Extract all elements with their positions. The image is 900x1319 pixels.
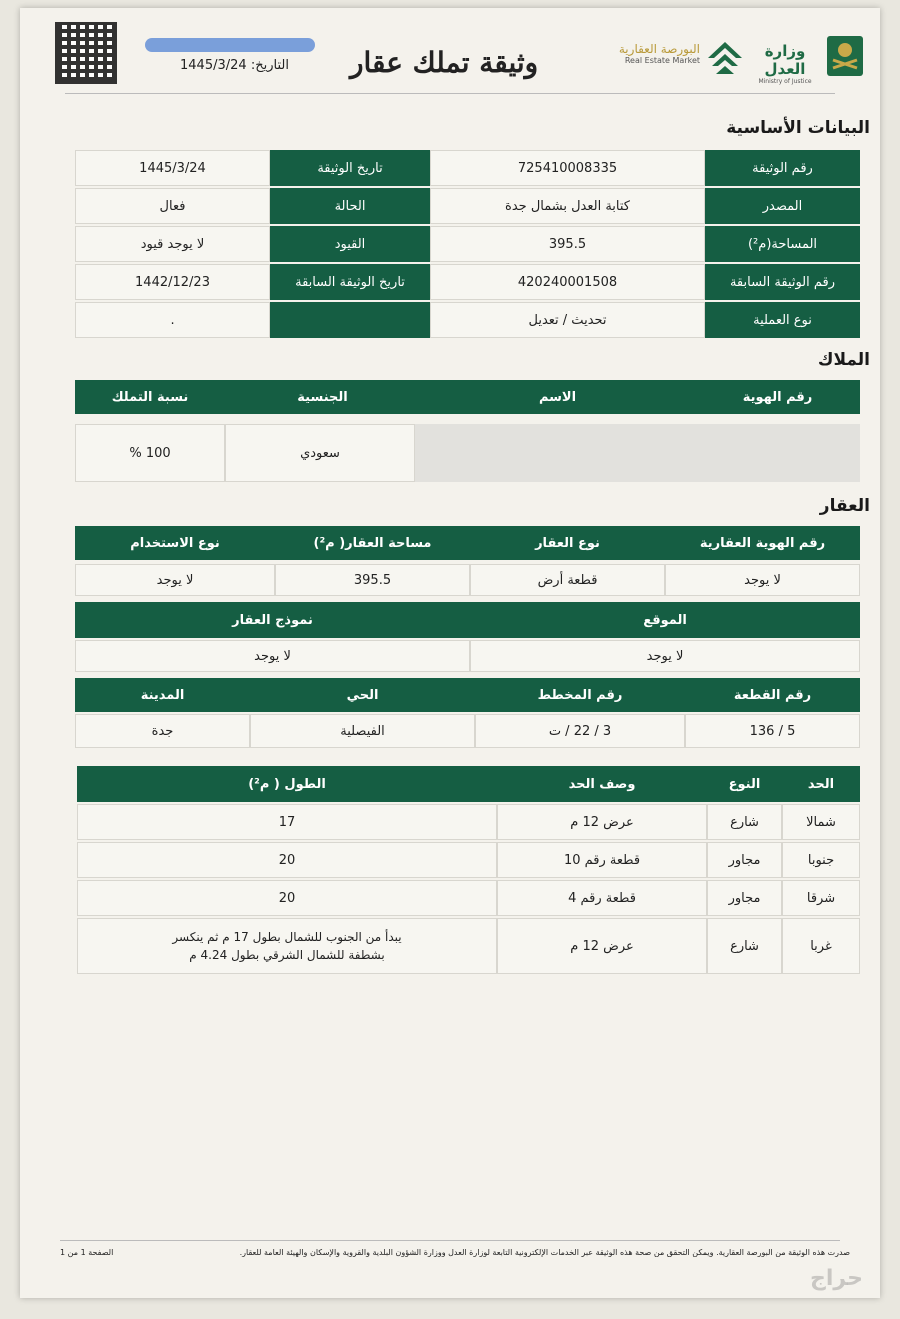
basic-value: 1442/12/23 xyxy=(75,264,270,300)
property-header: نوع العقار xyxy=(535,535,600,551)
property-header-row xyxy=(75,526,860,560)
border-length-line: يبدأ من الجنوب للشمال بطول 17 م ثم ينكسر xyxy=(172,930,402,944)
owners-header: رقم الهوية xyxy=(742,389,813,405)
basic-value: 725410008335 xyxy=(430,150,705,186)
property-header-row xyxy=(75,602,860,638)
market-logo-ar: البورصة العقارية xyxy=(618,42,700,56)
basic-row xyxy=(75,302,860,338)
border-desc: قطعة رقم 4 xyxy=(497,880,707,916)
basic-label xyxy=(270,302,430,338)
property-header: نوع الاستخدام xyxy=(130,535,220,551)
owners-table xyxy=(75,380,860,480)
basic-label: تاريخ الوثيقة xyxy=(270,150,430,186)
basic-label: نوع العملية xyxy=(705,302,860,338)
property-value: لا يوجد xyxy=(75,640,470,672)
basic-row xyxy=(75,264,860,300)
ministry-logo xyxy=(750,42,820,85)
basic-label: رقم الوثيقة السابقة xyxy=(705,264,860,300)
basic-value: فعال xyxy=(75,188,270,224)
basic-value: 420240001508 xyxy=(430,264,705,300)
owners-header: الجنسية xyxy=(297,389,348,405)
basic-label: المصدر xyxy=(705,188,860,224)
border-desc: عرض 12 م xyxy=(497,918,707,974)
basic-table xyxy=(75,150,860,340)
basic-section-title: البيانات الأساسية xyxy=(726,118,870,138)
border-side: غربا xyxy=(782,918,860,974)
property-header: نموذج العقار xyxy=(232,612,313,628)
page-number: الصفحة 1 من 1 xyxy=(60,1248,114,1257)
saudi-emblem-icon xyxy=(825,34,865,78)
property-table xyxy=(75,526,860,746)
page-title: وثيقة تملك عقار xyxy=(350,46,539,79)
property-header: الحي xyxy=(346,687,379,703)
market-logo xyxy=(590,42,700,65)
property-header: مساحة العقار( م²) xyxy=(313,535,432,551)
owners-header: نسبة التملك xyxy=(111,389,189,405)
property-value: الفيصلية xyxy=(250,714,475,748)
border-type: مجاور xyxy=(707,842,782,878)
owners-section-title: الملاك xyxy=(817,350,870,370)
property-header: رقم المخطط xyxy=(537,687,623,703)
owner-nationality: سعودي xyxy=(225,424,415,482)
basic-label: القيود xyxy=(270,226,430,262)
basic-value: 1445/3/24 xyxy=(75,150,270,186)
basic-value: كتابة العدل بشمال جدة xyxy=(430,188,705,224)
border-desc: عرض 12 م xyxy=(497,804,707,840)
watermark: حراج xyxy=(810,1266,863,1291)
date-label: التاريخ: xyxy=(250,58,289,73)
borders-header: وصف الحد xyxy=(568,776,636,792)
date-value: 1445/3/24 xyxy=(180,58,247,73)
borders-row xyxy=(77,918,860,974)
basic-label: رقم الوثيقة xyxy=(705,150,860,186)
property-value: لا يوجد xyxy=(470,640,860,672)
basic-row xyxy=(75,150,860,186)
borders-row xyxy=(77,842,860,878)
document-page xyxy=(20,8,880,1298)
border-type: مجاور xyxy=(707,880,782,916)
property-header: الموقع xyxy=(643,612,687,628)
redacted-name-smear xyxy=(145,38,315,52)
border-desc: قطعة رقم 10 xyxy=(497,842,707,878)
owner-share: 100 % xyxy=(75,424,225,482)
border-type: شارع xyxy=(707,918,782,974)
basic-label: المساحة(م²) xyxy=(705,226,860,262)
borders-row xyxy=(77,880,860,916)
property-value: لا يوجد xyxy=(665,564,860,596)
border-length: 20 xyxy=(77,880,497,916)
ministry-logo-ar: وزارة العدل xyxy=(764,42,806,78)
property-value: 5 / 136 xyxy=(685,714,860,748)
borders-header: النوع xyxy=(728,776,761,792)
property-value: 3 / 22 / ت xyxy=(475,714,685,748)
property-header-row xyxy=(75,678,860,712)
border-length: 20 xyxy=(77,842,497,878)
owners-header-row xyxy=(75,380,860,414)
property-header: المدينة xyxy=(140,687,185,703)
property-header: رقم القطعة xyxy=(733,687,812,703)
border-side: جنوبا xyxy=(782,842,860,878)
border-length xyxy=(77,918,497,974)
owner-redacted xyxy=(415,424,860,482)
property-header: رقم الهوية العقارية xyxy=(699,535,826,551)
ministry-logo-en: Ministry of Justice xyxy=(758,78,812,85)
owners-row xyxy=(75,424,860,482)
borders-table xyxy=(77,766,860,976)
property-value: لا يوجد xyxy=(75,564,275,596)
border-length-line: بشطفة للشمال الشرقي بطول 4.24 م xyxy=(189,948,385,962)
border-length: 17 xyxy=(77,804,497,840)
borders-row xyxy=(77,804,860,840)
qr-code xyxy=(55,22,117,84)
basic-row xyxy=(75,188,860,224)
property-value: جدة xyxy=(75,714,250,748)
basic-label: تاريخ الوثيقة السابقة xyxy=(270,264,430,300)
borders-header: الحد xyxy=(807,776,835,792)
basic-row xyxy=(75,226,860,262)
borders-header: الطول ( م²) xyxy=(248,776,326,792)
header-divider xyxy=(65,93,835,94)
footer-note: صدرت هذه الوثيقة من البورصة العقارية. ويمكن التحقق من صحة هذه الوثيقة عبر الخدمات الإلكترونية التابعة لوزارة العدل ووزارة الشؤون البلدية والقروية والإسكان والهيئة العامة للعقار. xyxy=(239,1248,850,1257)
borders-header-row xyxy=(77,766,860,802)
property-value: قطعة أرض xyxy=(470,564,665,596)
market-logo-en: Real Estate Market xyxy=(624,56,700,65)
property-section-title: العقار xyxy=(819,496,870,516)
border-side: شمالا xyxy=(782,804,860,840)
property-value-row xyxy=(75,714,860,748)
basic-value: 395.5 xyxy=(430,226,705,262)
basic-value: . xyxy=(75,302,270,338)
property-value-row xyxy=(75,640,860,672)
basic-value: تحديث / تعديل xyxy=(430,302,705,338)
basic-label: الحالة xyxy=(270,188,430,224)
border-side: شرقا xyxy=(782,880,860,916)
market-logo-mark-icon xyxy=(704,36,746,78)
header-date xyxy=(180,58,289,73)
basic-value: لا يوجد قيود xyxy=(75,226,270,262)
property-value: 395.5 xyxy=(275,564,470,596)
property-value-row xyxy=(75,564,860,596)
footer-divider xyxy=(60,1240,840,1241)
owners-header: الاسم xyxy=(538,389,577,405)
border-type: شارع xyxy=(707,804,782,840)
